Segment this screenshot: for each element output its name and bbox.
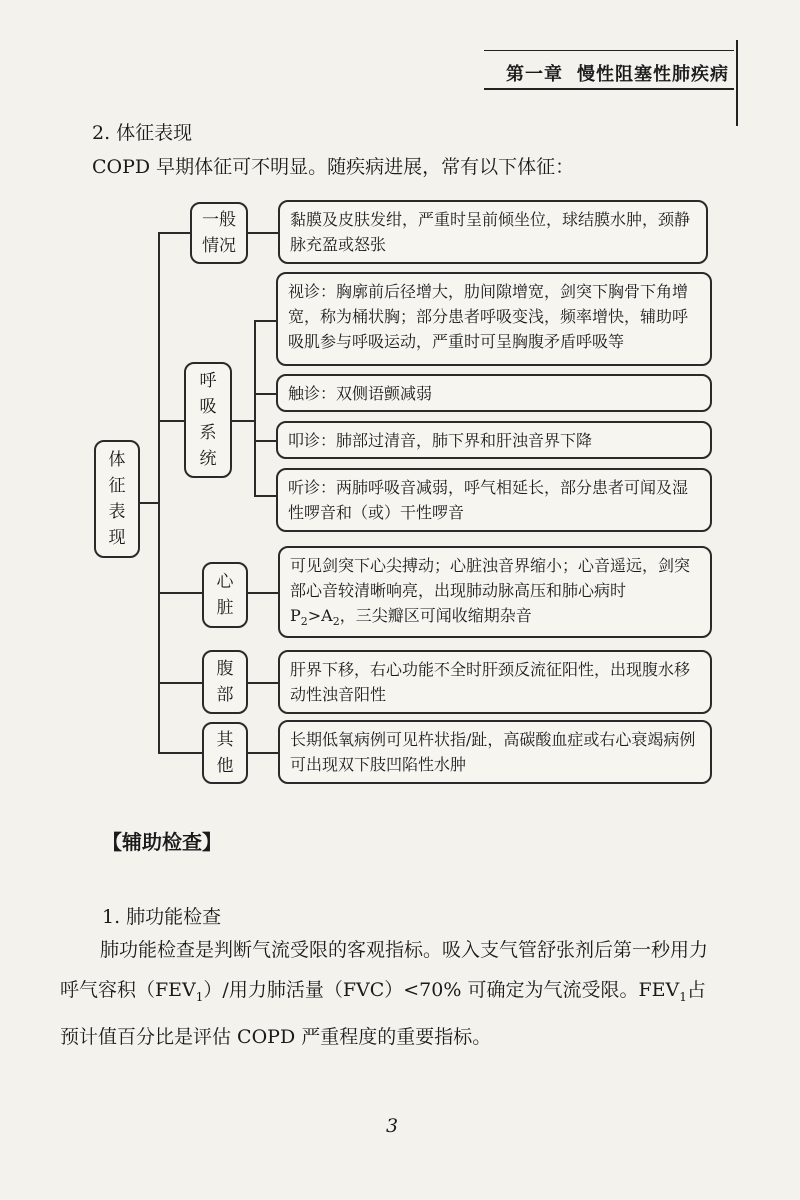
connector	[158, 682, 202, 684]
connector	[254, 495, 276, 497]
palpation-box	[276, 374, 712, 412]
other-category-box	[202, 722, 248, 784]
connector	[158, 232, 190, 234]
section-heading: 2. 体征表现	[92, 122, 193, 144]
palpation-text: 触诊：双侧语颤减弱	[288, 384, 433, 403]
abdomen-category-label: 腹 部	[216, 659, 234, 705]
header-rule-vertical	[736, 40, 738, 126]
general-detail-text: 黏膜及皮肤发绀，严重时呈前倾坐位，球结膜水肿，颈静脉充盈或怒张	[290, 210, 691, 254]
inspection-text: 视诊：胸廓前后径增大，肋间隙增宽，剑突下胸骨下角增宽，称为桶状胸；部分患者呼吸变浅，频率增快，辅助呼吸肌参与呼吸运动，严重时可呈胸腹矛盾呼吸等	[288, 282, 689, 351]
root-node-box	[94, 440, 140, 558]
abdomen-detail-text: 肝界下移，右心功能不全时肝颈反流征阳性，出现腹水移动性浊音阳性	[290, 660, 691, 704]
percussion-box	[276, 421, 712, 459]
general-category-box	[190, 202, 248, 264]
running-header	[506, 60, 729, 86]
respiratory-category-box	[184, 362, 232, 478]
connector	[158, 752, 202, 754]
abdomen-detail-box	[278, 650, 712, 714]
percussion-text: 叩诊：肺部过清音，肺下界和肝浊音界下降	[288, 431, 593, 450]
connector	[248, 232, 278, 234]
heart-detail-text: 可见剑突下心尖搏动；心脏浊音界缩小；心音遥远，剑突部心音较清晰响亮，出现肺动脉高压和肺心病时 $P_2>A_2$，三尖瓣区可闻收缩期杂音	[290, 556, 691, 629]
abdomen-category-box	[202, 650, 248, 714]
other-category-label: 其 他	[216, 730, 234, 776]
other-detail-text: 长期低氧病例可见杵状指/趾，高碳酸血症或右心衰竭病例可出现双下肢凹陷性水肿	[290, 730, 696, 774]
root-node-label: 体 征 表 现	[108, 450, 126, 548]
intro-text: COPD 早期体征可不明显。随疾病进展，常有以下体征：	[92, 156, 575, 178]
heart-detail-box	[278, 546, 712, 638]
general-category-label: 一般 情况	[202, 210, 236, 256]
connector	[158, 232, 160, 752]
connector	[158, 592, 202, 594]
aux-paragraph: 肺功能检查是判断气流受限的客观指标。吸入支气管舒张剂后第一秒用力呼气容积$(FEV_1)/$用力肺活量（FVC）<70% 可确定为气流受限。$FEV_1$占预计值百分比是评估 COPD 严重程度的重要指标。	[60, 939, 709, 1048]
auscultation-text: 听诊：两肺呼吸音减弱，呼气相延长，部分患者可闻及湿性啰音和（或）干性啰音	[288, 478, 689, 522]
connector	[248, 682, 278, 684]
page-number: 3	[386, 1115, 399, 1137]
general-detail-box	[278, 200, 708, 264]
other-detail-box	[278, 720, 712, 784]
chapter-title: 慢性阻塞性肺疾病	[577, 64, 729, 85]
aux-subheading: 1. 肺功能检查	[102, 906, 222, 928]
heart-category-box	[202, 562, 248, 628]
auscultation-box	[276, 468, 712, 532]
connector	[254, 320, 256, 496]
connector	[140, 502, 160, 504]
connector	[254, 320, 276, 322]
inspection-box	[276, 272, 712, 366]
header-rule-top	[484, 50, 734, 51]
header-rule-bottom	[484, 88, 734, 90]
chapter-label: 第一章	[506, 64, 563, 85]
aux-section-title: 【辅助检查】	[102, 830, 222, 854]
connector	[158, 420, 184, 422]
connector	[232, 420, 256, 422]
respiratory-category-label: 呼 吸 系 统	[199, 371, 217, 469]
heart-category-label: 心 脏	[216, 572, 234, 618]
connector	[248, 592, 278, 594]
connector	[248, 752, 278, 754]
connector	[254, 440, 276, 442]
connector	[254, 393, 276, 395]
